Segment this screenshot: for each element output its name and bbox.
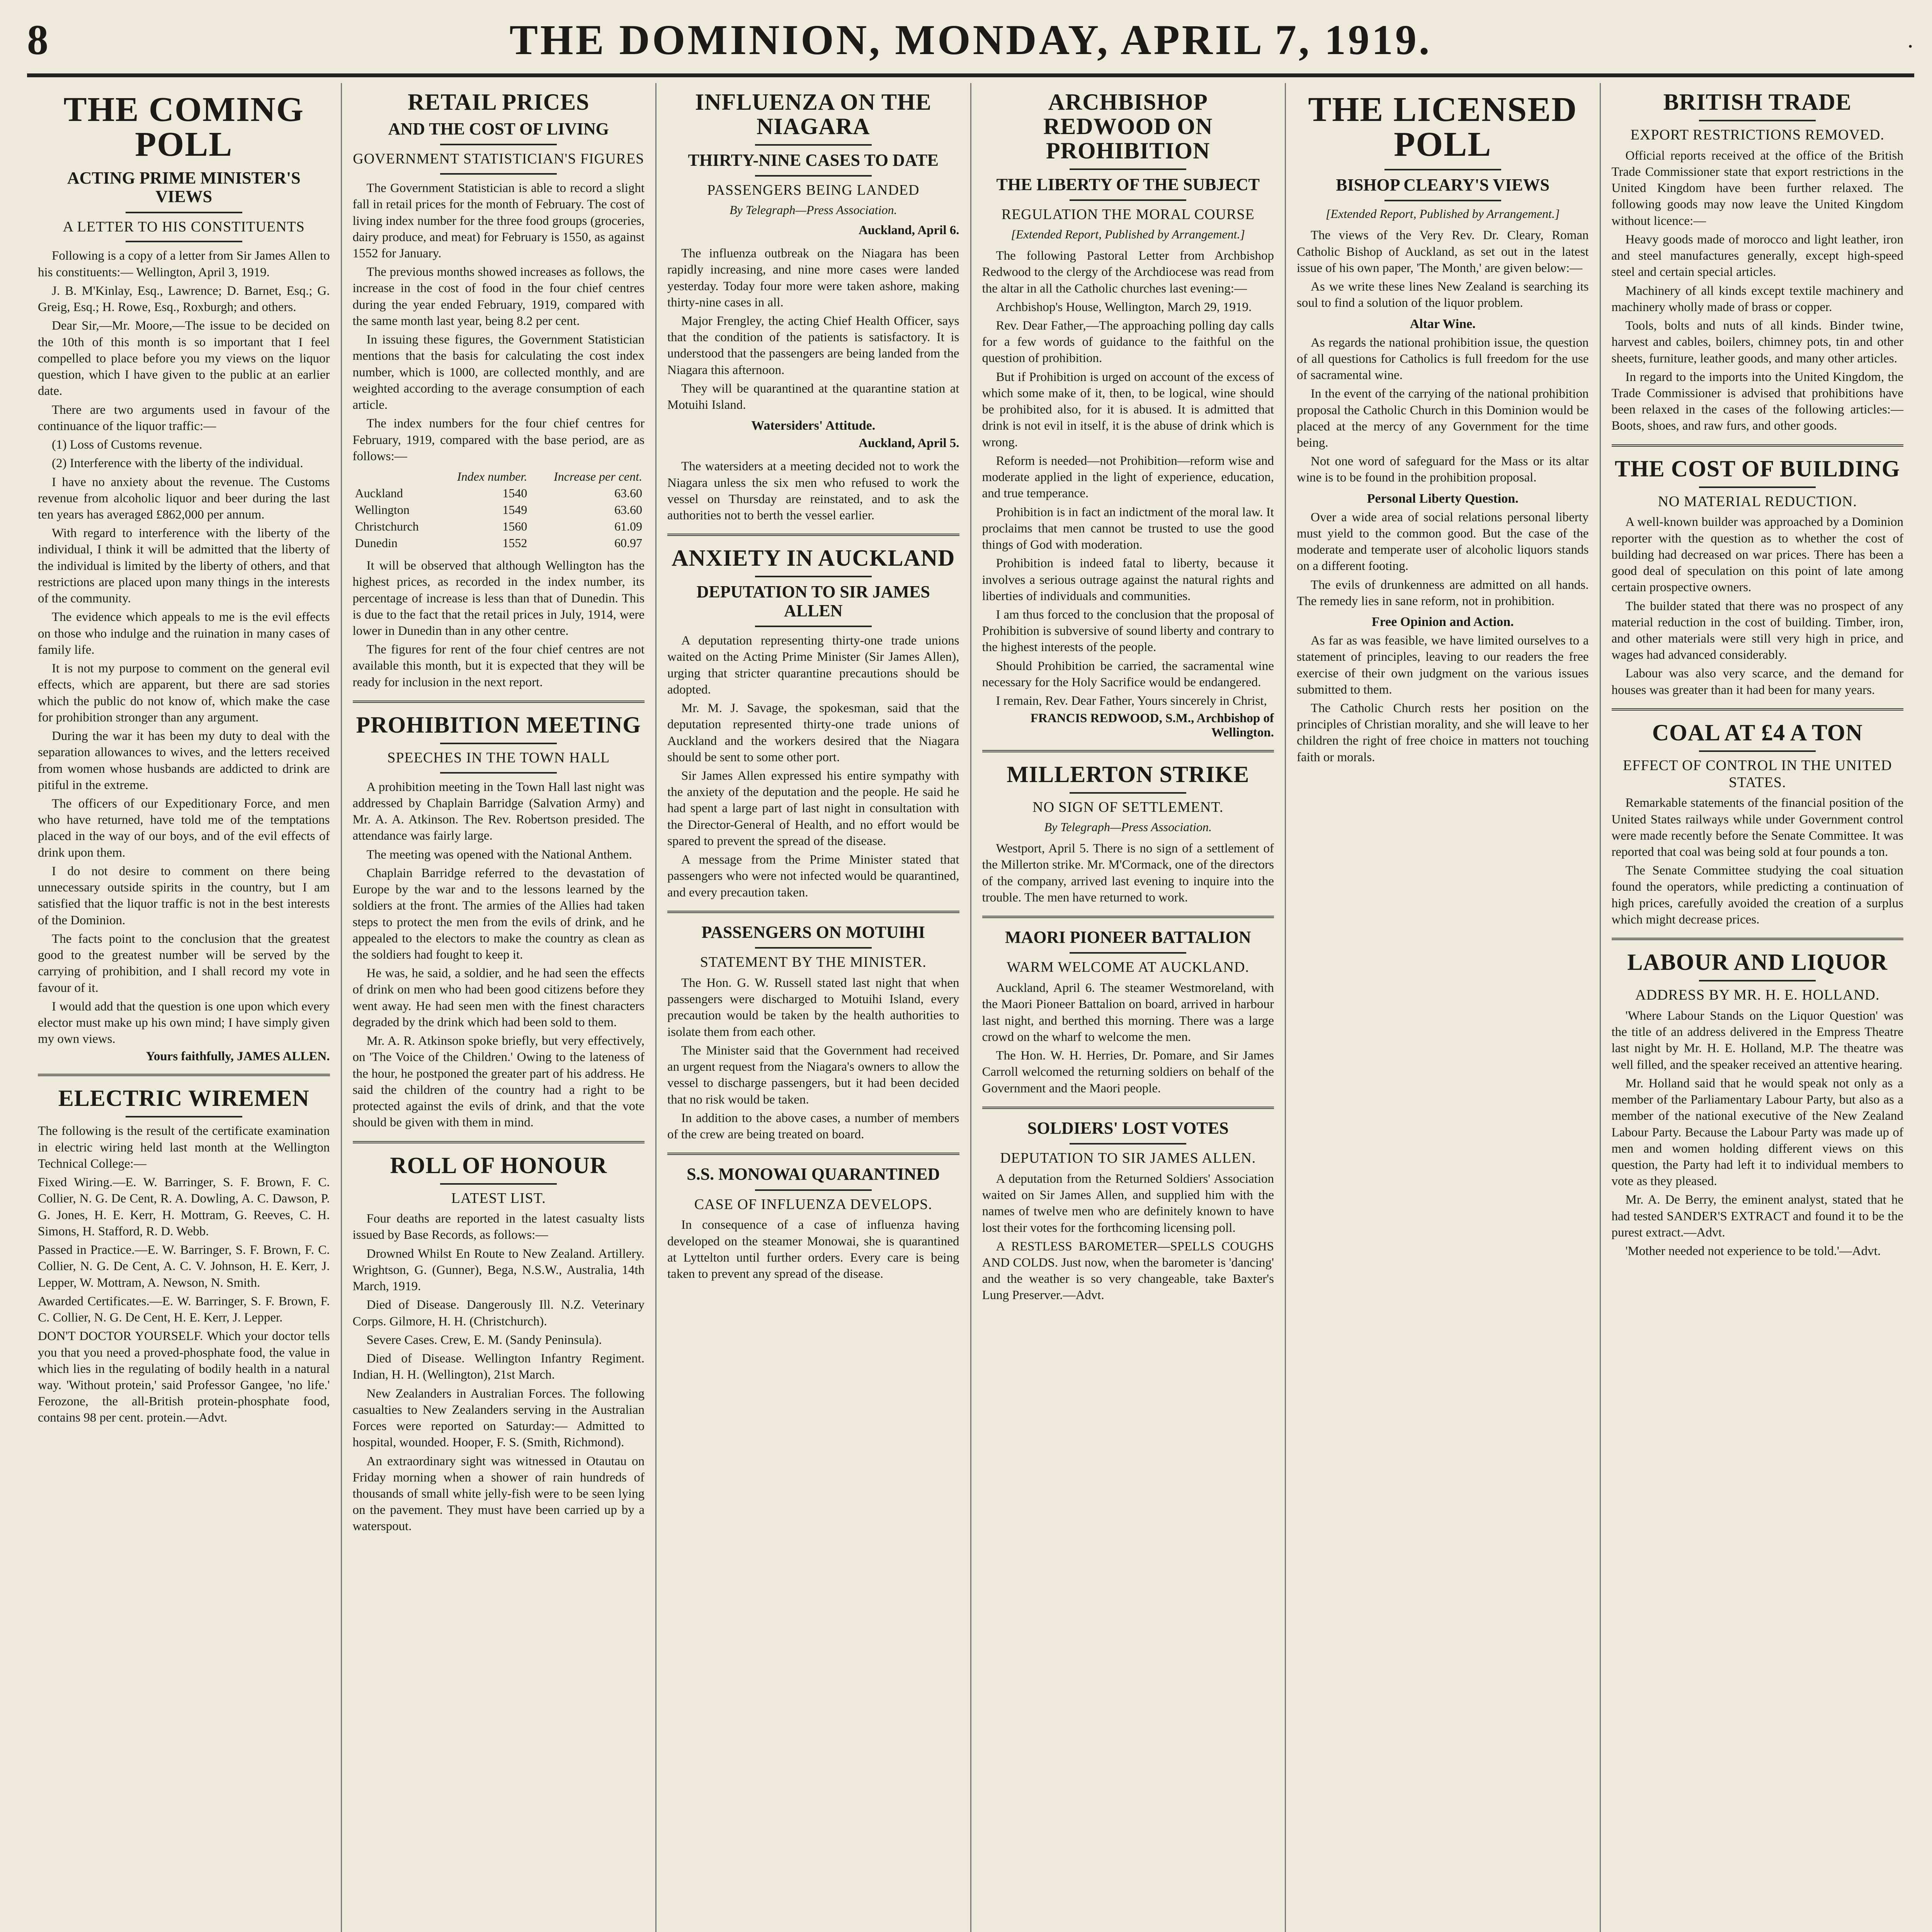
table-header-cell: Increase per cent. [554, 469, 642, 484]
paragraph: Official reports received at the office of the British Trade Commissioner state that export restrictions in the United Kingdom have been further relaxed. The following goods may now leave the United Kingdom without licence:— [1611, 148, 1903, 228]
paragraph: Passed in Practice.—E. W. Barringer, S. F. Brown, F. C. Collier, N. G. De Cent, A. C. V. Johnson, H. E. Kerr, J. Lepper, W. Mottram, A. Newson, N. Smith. [38, 1243, 330, 1290]
columns [27, 83, 1914, 1932]
kicker-town-hall: SPEECHES IN THE TOWN HALL [387, 749, 610, 766]
newspaper-title: THE DOMINION, MONDAY, APRIL 7, 1919. [509, 16, 1432, 63]
signature-redwood: FRANCIS REDWOOD, S.M., Archbishop of Wellington. [1030, 711, 1274, 740]
paragraph: It will be observed that although Wellington has the highest prices, as recorded in the index number, its percentage of increase is less than that of Dunedin. This is due to the fact that the retail prices in July, 1914, were lower in Dunedin than in any other centre. [352, 559, 645, 638]
column-6 [1601, 83, 1915, 1932]
headline-prohibition-meeting: PROHIBITION MEETING [356, 712, 641, 738]
paragraph: Mr. Holland said that he would speak not only as a member of the Parliamentary Labour Party, but also as a member of the national executive of the New Zealand Labour Party. Because the Labour Party was made up of men and women holding different views on this question, the Party had left it to individual members to vote as they pleased. [1611, 1076, 1903, 1189]
table-cell: 63.60 [614, 486, 642, 500]
headline-passengers-motuihi: PASSENGERS ON MOTUIHI [701, 922, 925, 942]
kicker-no-settlement: NO SIGN OF SETTLEMENT. [1032, 799, 1224, 816]
table-cell: 1549 [502, 503, 527, 517]
kicker-influenza-develops: CASE OF INFLUENZA DEVELOPS. [694, 1196, 932, 1213]
paragraph: A well-known builder was approached by a Dominion reporter with the question as to whether the cost of building had decreased on war prices. There has been a good deal of speculation on this point of late among certain prospective owners. [1611, 515, 1903, 595]
paragraph: I have no anxiety about the revenue. The Customs revenue from alcoholic liquor and beer during the last ten years has averaged £862,000 per annum. [38, 475, 330, 522]
masthead [27, 15, 1914, 77]
kicker-passengers-landed: PASSENGERS BEING LANDED [707, 182, 920, 199]
table-header [353, 468, 645, 485]
masthead-mark: · [1906, 34, 1914, 59]
headline-british-trade: BRITISH TRADE [1663, 89, 1852, 115]
page-number: 8 [27, 16, 48, 63]
dateline: Auckland, April 5. [859, 436, 959, 451]
headline-monowai: S.S. MONOWAI QUARANTINED [687, 1165, 940, 1184]
paragraph: 'Where Labour Stands on the Liquor Question' was the title of an address delivered in the Empress Theatre last night by Mr. H. E. Holland, M.P. The theatre was well filled, and the speaker received an attentive hearing. [1611, 1009, 1903, 1072]
table-cell: 1552 [502, 536, 527, 550]
table-header-cell: Index number. [457, 469, 527, 484]
paragraph: Over a wide area of social relations personal liberty must yield to the common good. But the case of the moderate and temperate user of alcoholic liquors stands on a different footing. [1297, 510, 1589, 573]
paragraph: During the war it has been my duty to deal with the separation allowances to wives, and the letters received from women whose husbands are addicted to drink are pitiful in the extreme. [38, 729, 330, 792]
subheading-watersiders: Watersiders' Attitude. [751, 418, 876, 433]
paragraph: Died of Disease. Dangerously Ill. N.Z. Veterinary Corps. Gilmore, H. H. (Christchurch). [352, 1298, 645, 1328]
headline-coal-price: COAL AT £4 A TON [1652, 719, 1863, 745]
paragraph: Severe Cases. Crew, E. M. (Sandy Peninsula). [366, 1333, 602, 1347]
kicker-no-reduction: NO MATERIAL REDUCTION. [1658, 493, 1857, 510]
byline: [Extended Report, Published by Arrangement.] [1325, 207, 1560, 221]
table-cell: Auckland [355, 486, 403, 500]
dateline: Auckland, April 6. [859, 223, 959, 238]
kicker-deputation-allen: DEPUTATION TO SIR JAMES ALLEN. [1000, 1150, 1256, 1167]
article-electric-wiremen [38, 1123, 330, 1426]
paragraph: Machinery of all kinds except textile machinery and machinery wholly made of brass or copper. [1611, 284, 1903, 314]
kicker-letter: A LETTER TO HIS CONSTITUENTS [63, 218, 305, 235]
kicker-control-us: EFFECT OF CONTROL IN THE UNITED STATES. [1623, 757, 1892, 791]
paragraph: In the event of the carrying of the national prohibition proposal the Catholic Church in this Dominion would be placed at the mercy of any Government for the time being. [1297, 387, 1589, 450]
byline: By Telegraph—Press Association. [1044, 820, 1212, 834]
paragraph: Remarkable statements of the financial position of the United States railways while under Government control were made recently before the Senate Committee. It was reported that coal was being sold at four pounds a ton. [1611, 796, 1903, 859]
paragraph: I remain, Rev. Dear Father, Yours sincerely in Christ, [996, 694, 1267, 708]
kicker-holland-address: ADDRESS BY MR. H. E. HOLLAND. [1635, 987, 1880, 1003]
paragraph: Awarded Certificates.—E. W. Barringer, S. F. Brown, F. C. Collier, N. G. De Cent, H. E. Kerr, J. Lepper. [38, 1294, 330, 1325]
paragraph: Not one word of safeguard for the Mass or its altar wine is to be found in the prohibition proposal. [1297, 454, 1589, 485]
paragraph: A RESTLESS BAROMETER—SPELLS COUGHS AND COLDS. Just now, when the barometer is 'dancing' and the weather is so very changeable, take Baxter's Lung Preserver.—Advt. [982, 1239, 1274, 1303]
paragraph: The Catholic Church rests her position on the principles of Christian morality, and she will leave to her children the right of free choice in matters not touching faith or morals. [1297, 701, 1589, 764]
headline-influenza-niagara: INFLUENZA ON THE NIAGARA [695, 89, 932, 139]
paragraph: As we write these lines New Zealand is searching its soul to find a solution of the liquor problem. [1297, 280, 1589, 310]
paragraph: The Government Statistician is able to record a slight fall in retail prices for the month of February. The cost of living index number for the three food groups (groceries, dairy produce, and meat) for February is 1550, as against 1552 for January. [352, 181, 645, 261]
byline: By Telegraph—Press Association. [730, 203, 897, 217]
paragraph: The builder stated that there was no prospect of any material reduction in the cost of building. Timber, iron, and other materials were still very high in price, and wages had advanced considerably. [1611, 599, 1903, 662]
paragraph: The Hon. W. H. Herries, Dr. Pomare, and Sir James Carroll welcomed the returning soldiers on behalf of the Government and the Maori people. [982, 1049, 1274, 1095]
paragraph: In regard to the imports into the United Kingdom, the Trade Commissioner is advised that prohibitions have been relaxed in the cases of the following articles:— Boots, shoes, and raw furs, and other goods. [1611, 370, 1903, 433]
subhead-cost-of-living: AND THE COST OF LIVING [388, 119, 609, 138]
paragraph: Westport, April 5. There is no sign of a settlement of the Millerton strike. Mr. M'Cormack, one of the directors of the company, arrived last evening to inquire into the trouble. The men have returned to work. [982, 842, 1274, 905]
headline-anxiety-auckland: ANXIETY IN AUCKLAND [671, 545, 955, 571]
headline-electric-wiremen: ELECTRIC WIREMEN [58, 1085, 310, 1111]
table-header-cell [353, 468, 437, 485]
table-cell: 1560 [502, 519, 527, 534]
paragraph: The views of the Very Rev. Dr. Cleary, Roman Catholic Bishop of Auckland, as set out in the latest issue of his own paper, 'The Month,' are given below:— [1297, 228, 1589, 275]
paragraph: Prohibition is in fact an indictment of the moral law. It proclaims that men cannot be trusted to use the good things of God with moderation. [982, 505, 1274, 552]
paragraph: With regard to interference with the liberty of the individual, I think it will be admitted that the liberty of the individual is limited by the liberty of others, and that restrictions are placed upon many things in the interests of the community. [38, 526, 330, 606]
paragraph: The following Pastoral Letter from Archbishop Redwood to the clergy of the Archdiocese was read from the altar in all the Catholic churches last evening:— [982, 249, 1274, 296]
table-cell: 61.09 [614, 519, 642, 534]
headline-soldiers-votes: SOLDIERS' LOST VOTES [1027, 1118, 1229, 1138]
paragraph: The influenza outbreak on the Niagara has been rapidly increasing, and nine more cases were landed yesterday. Today four more were taken ashore, making thirty-nine cases in all. [667, 247, 959, 310]
paragraph: In consequence of a case of influenza having developed on the steamer Monowai, she is quarantined at Lyttelton until further orders. Every care is being taken to prevent any spread of the disease. [667, 1218, 959, 1281]
paragraph: I would add that the question is one upon which every elector must make up his own mind; I have simply given my own views. [38, 999, 330, 1046]
paragraph: Labour was also very scarce, and the demand for houses was greater than it had been for many years. [1611, 667, 1903, 697]
kicker-deputation: DEPUTATION TO SIR JAMES ALLEN [696, 582, 930, 620]
paragraph: Dear Sir,—Mr. Moore,—The issue to be decided on the 10th of this month is so important that I feel compelled to place before you my views on the liquor question, which I have given to the public at an earlier date. [38, 319, 330, 398]
table-row [353, 485, 645, 502]
subheading-free-opinion: Free Opinion and Action. [1371, 615, 1514, 629]
subheading-personal-liberty: Personal Liberty Question. [1367, 491, 1519, 506]
table-cell: Wellington [355, 503, 410, 517]
paragraph: Major Frengley, the acting Chief Health Officer, says that the condition of the patients is satisfactory. It is understood that the passengers are being landed from the Niagara this afternoon. [667, 314, 959, 377]
paragraph: I am thus forced to the conclusion that the proposal of Prohibition is subversive of sound liberty and contrary to the highest interests of the people. [982, 608, 1274, 655]
paragraph: In addition to the above cases, a number of members of the crew are being treated on board. [667, 1111, 959, 1142]
headline-cost-of-building: THE COST OF BUILDING [1614, 456, 1900, 481]
table-row [353, 535, 645, 551]
headline-archbishop-redwood: ARCHBISHOP REDWOOD ON PROHIBITION [1043, 89, 1213, 163]
subhead-acting-pm: ACTING PRIME MINISTER'S VIEWS [67, 168, 301, 206]
paragraph: I do not desire to comment on there being unnecessary outside spirits in the country, but I am satisfied that the liquor traffic is not in the best interests of the Dominion. [38, 864, 330, 927]
table-cell: Dunedin [355, 536, 398, 550]
kicker-statistician: GOVERNMENT STATISTICIAN'S FIGURES [353, 151, 645, 167]
paragraph: Reform is needed—not Prohibition—reform wise and moderate applied in the light of experience, education, and true temperance. [982, 454, 1274, 501]
subhead-liberty-subject: THE LIBERTY OF THE SUBJECT [996, 175, 1260, 194]
paragraph: They will be quarantined at the quarantine station at Motuihi Island. [667, 381, 959, 412]
paragraph: The officers of our Expeditionary Force, and men who have returned, have told me of the temptations placed in the way of our boys, and of the evil effects of drink upon them. [38, 796, 330, 860]
paragraph: As far as was feasible, we have limited ourselves to a statement of principles, leaving to our readers the free exercise of their own judgment on the various issues submitted to them. [1297, 634, 1589, 697]
kicker-minister-statement: STATEMENT BY THE MINISTER. [700, 954, 927, 971]
kicker-warm-welcome: WARM WELCOME AT AUCKLAND. [1007, 959, 1249, 976]
paragraph: The Hon. G. W. Russell stated last night that when passengers were discharged to Motuihi Island, every precaution would be taken by the health authorities to isolate them from each other. [667, 976, 959, 1039]
paragraph: The index numbers for the four chief centres for February, 1919, compared with the base period, are as follows:— [352, 417, 645, 463]
paragraph: Mr. A. R. Atkinson spoke briefly, but very effectively, on 'The Voice of the Children.' Owing to the lateness of the hour, he postponed the greater part of his address. He said the children of the country had a right to be protected against the evils of drink, and that the vote should be given with them in mind. [352, 1034, 645, 1130]
paragraph: In issuing these figures, the Government Statistician mentions that the basis for calculating the cost index number, which is 1000, are collected monthly, and are weighted according to the average consumption of each article. [352, 333, 645, 412]
table-cell: 1540 [502, 486, 527, 500]
paragraph: (1) Loss of Customs revenue. [52, 438, 202, 452]
paragraph: Mr. A. De Berry, the eminent analyst, stated that he had tested SANDER'S EXTRACT and found it to be the purest extract.—Advt. [1611, 1193, 1903, 1240]
table-cell: 63.60 [614, 503, 642, 517]
paragraph: As regards the national prohibition issue, the question of all questions for Catholics is full freedom for the use of sacramental wine. [1297, 335, 1589, 383]
headline-licensed-poll: THE LICENSED POLL [1308, 90, 1578, 163]
paragraph: Archbishop's House, Wellington, March 29, 1919. [996, 300, 1252, 314]
paragraph: Heavy goods made of morocco and light leather, iron and steel manufactures generally, except high-speed steel and certain special articles. [1611, 232, 1903, 279]
paragraph: Chaplain Barridge referred to the devastation of Europe by the war and to the lessons learned by the soldiers at the front. The armies of the Allies had taken steps to protect the men from the evils of drink, and he appealed to the electors to make the country as clean as the soldiers had fought to keep it. [352, 866, 645, 962]
table-row [353, 502, 645, 518]
column-1 [27, 83, 342, 1932]
kicker-export-restrictions: EXPORT RESTRICTIONS REMOVED. [1630, 127, 1884, 143]
paragraph: The following is the result of the certificate examination in electric wiring held last month at the Wellington Technical College:— [38, 1124, 330, 1171]
paragraph: A deputation from the Returned Soldiers' Association waited on Sir James Allen, and supplied him with the names of twelve men who are definitely known to have lost their votes for the forthcoming licensing poll. [982, 1172, 1274, 1235]
paragraph: Died of Disease. Wellington Infantry Regiment. Indian, H. H. (Wellington), 21st March. [352, 1352, 645, 1382]
paragraph: Following is a copy of a letter from Sir James Allen to his constituents:— Wellington, April 3, 1919. [38, 249, 330, 279]
paragraph: A prohibition meeting in the Town Hall last night was addressed by Chaplain Barridge (Salvation Army) and Mr. A. A. Atkinson. The Rev. Robertson presided. The attendance was fairly large. [352, 780, 645, 843]
paragraph: It is not my purpose to comment on the general evil effects, which are apparent, but there are sad stories which the public do not know of, which make the case for prohibition stronger than any argument. [38, 662, 330, 724]
paragraph: An extraordinary sight was witnessed in Otautau on Friday morning when a shower of rain hundreds of thousands of small white jelly-fish were to be seen lying on the pavement. They must have been carried up by a waterspout. [352, 1454, 645, 1534]
signature-allen: Yours faithfully, JAMES ALLEN. [146, 1049, 330, 1064]
column-5 [1286, 83, 1601, 1932]
paragraph: Mr. M. J. Savage, the spokesman, said that the deputation represented thirty-one trade unions of Auckland and the workers desired that the Niagara should be sent to some other port. [667, 701, 959, 764]
headline-retail-prices: RETAIL PRICES [408, 89, 590, 115]
paragraph: The evils of drunkenness are admitted on all hands. The remedy lies in sane reform, not in prohibition. [1297, 578, 1589, 608]
subhead-thirty-nine-cases: THIRTY-NINE CASES TO DATE [688, 151, 939, 170]
paragraph: J. B. M'Kinlay, Esq., Lawrence; D. Barnet, Esq.; G. Greig, Esq.; H. Rowe, Esq., Roxburgh; and others. [38, 284, 330, 315]
column-4 [971, 83, 1286, 1932]
subhead-bishop-cleary: BISHOP CLEARY'S VIEWS [1336, 175, 1550, 194]
index-table [353, 468, 645, 551]
paragraph: New Zealanders in Australian Forces. The following casualties to New Zealanders serving in the Australian Forces were reported on Saturday:— Admitted to hospital, wounded. Hooper, F. S. (Smith, Richmond). [352, 1386, 645, 1450]
paragraph: Four deaths are reported in the latest casualty lists issued by Base Records, as follows:— [352, 1212, 645, 1242]
kicker-latest-list: LATEST LIST. [451, 1190, 546, 1206]
headline-labour-liquor: LABOUR AND LIQUOR [1627, 949, 1888, 975]
paragraph: But if Prohibition is urged on account of the excess of which some make of it, then, to be logical, wine should be prohibited also, for it is abused. It is admitted that drink is not evil in itself, it is the abuse of drink which is wrong. [982, 370, 1274, 449]
byline: [Extended Report, Published by Arrangement.] [1011, 227, 1245, 242]
column-2 [342, 83, 657, 1932]
paragraph: The Minister said that the Government had received an urgent request from the Niagara's owners to allow the vessel to discharge passengers, but it had been decided that no risk would be taken. [667, 1043, 959, 1107]
paragraph: Tools, bolts and nuts of all kinds. Binder twine, harvest and cables, boilers, chimney pots, tin and other sheets, furniture, leather goods, and many other articles. [1611, 319, 1903, 366]
column-3 [656, 83, 971, 1932]
table-row [353, 518, 645, 535]
headline-coming-poll: THE COMING POLL [63, 90, 304, 163]
paragraph: DON'T DOCTOR YOURSELF. Which your doctor tells you that you need a proved-phosphate food, the value in which lies in the regulating of bodily health in a natural way. 'Without protein,' said Professor Gangee, 'no life.' Ferozone, the all-British protein-phosphate food, contains 98 per cent. protein.—Advt. [38, 1329, 330, 1425]
paragraph: The meeting was opened with the National Anthem. [366, 847, 632, 862]
paragraph: The previous months showed increases as follows, the increase in the cost of food in the four chief centres during the year ended February, 1919, compared with the same month last year, being 8.2 per cent. [352, 265, 645, 328]
headline-maori-pioneer: MAORI PIONEER BATTALION [1005, 928, 1251, 947]
paragraph: The facts point to the conclusion that the greatest good to the greatest number will be served by the carrying of prohibition, and I shall record my vote in favour of it. [38, 932, 330, 995]
table-cell: Christchurch [355, 519, 419, 534]
paragraph: There are two arguments used in favour of the continuance of the liquor traffic:— [38, 403, 330, 433]
table-cell: 60.97 [614, 536, 642, 550]
paragraph: Rev. Dear Father,—The approaching polling day calls for a few words of guidance to the faithful on the question of prohibition. [982, 319, 1274, 366]
paragraph: The figures for rent of the four chief centres are not available this month, but it is expected that they will be ready for inclusion in the next report. [352, 643, 645, 689]
paragraph: 'Mother needed not experience to be told.'—Advt. [1625, 1244, 1881, 1259]
paragraph: A message from the Prime Minister stated that passengers who were not infected would be quarantined, and every precaution taken. [667, 853, 959, 900]
paragraph: A deputation representing thirty-one trade unions waited on the Acting Prime Minister (Sir James Allen), urging that stricter quarantine precautions should be adopted. [667, 634, 959, 697]
paragraph: Should Prohibition be carried, the sacramental wine necessary for the Holy Sacrifice would be endangered. [982, 659, 1274, 689]
paragraph: (2) Interference with the liberty of the individual. [52, 456, 303, 471]
paragraph: The evidence which appeals to me is the evil effects on those who indulge and the ruination in many cases of family life. [38, 610, 330, 657]
paragraph: The watersiders at a meeting decided not to work the Niagara unless the six men who refused to work the vessel on Thursday are reinstated, and to ask the authorities not to berth the vessel earlier. [667, 459, 959, 523]
paragraph: Prohibition is indeed fatal to liberty, because it involves a serious outrage against the natural rights and liberties of individuals and communities. [982, 556, 1274, 603]
subheading-altar-wine: Altar Wine. [1410, 316, 1476, 331]
paragraph: Drowned Whilst En Route to New Zealand. Artillery. Wrightson, G. (Gunner), Bega, N.S.W., Australia, 14th March, 1919. [352, 1247, 645, 1294]
paragraph: Auckland, April 6. The steamer Westmoreland, with the Maori Pioneer Battalion on board, arrived in harbour last night, and berthed this morning. There was a large crowd on the wharf to welcome the men. [982, 981, 1274, 1044]
paragraph: The Senate Committee studying the coal situation found the operators, while predicting a continuation of high prices, carefully avoided the creation of a surplus which might decrease prices. [1611, 864, 1903, 927]
headline-millerton-strike: MILLERTON STRIKE [1007, 762, 1250, 787]
paragraph: Fixed Wiring.—E. W. Barringer, S. F. Brown, F. C. Collier, N. G. De Cent, R. A. Dowling, A. C. Dawson, P. G. Jones, H. E. Kerr, H. Mottram, G. Reeves, C. H. Simons, H. Stafford, R. D. Webb. [38, 1175, 330, 1238]
headline-roll-of-honour: ROLL OF HONOUR [390, 1152, 607, 1178]
paragraph: Sir James Allen expressed his entire sympathy with the anxiety of the deputation and the people. He said he had spent a large part of last night in consultation with the Director-General of Health, and no effort would be spared to prevent the spread of the disease. [667, 769, 959, 848]
paragraph: He was, he said, a soldier, and he had seen the effects of drink on men who had been good citizens before they went away. He had seen men with the finest characters degraded by the drink which had been sold to them. [352, 966, 645, 1029]
article-coming-poll [38, 248, 330, 1064]
kicker-regulation: REGULATION THE MORAL COURSE [1001, 206, 1255, 223]
